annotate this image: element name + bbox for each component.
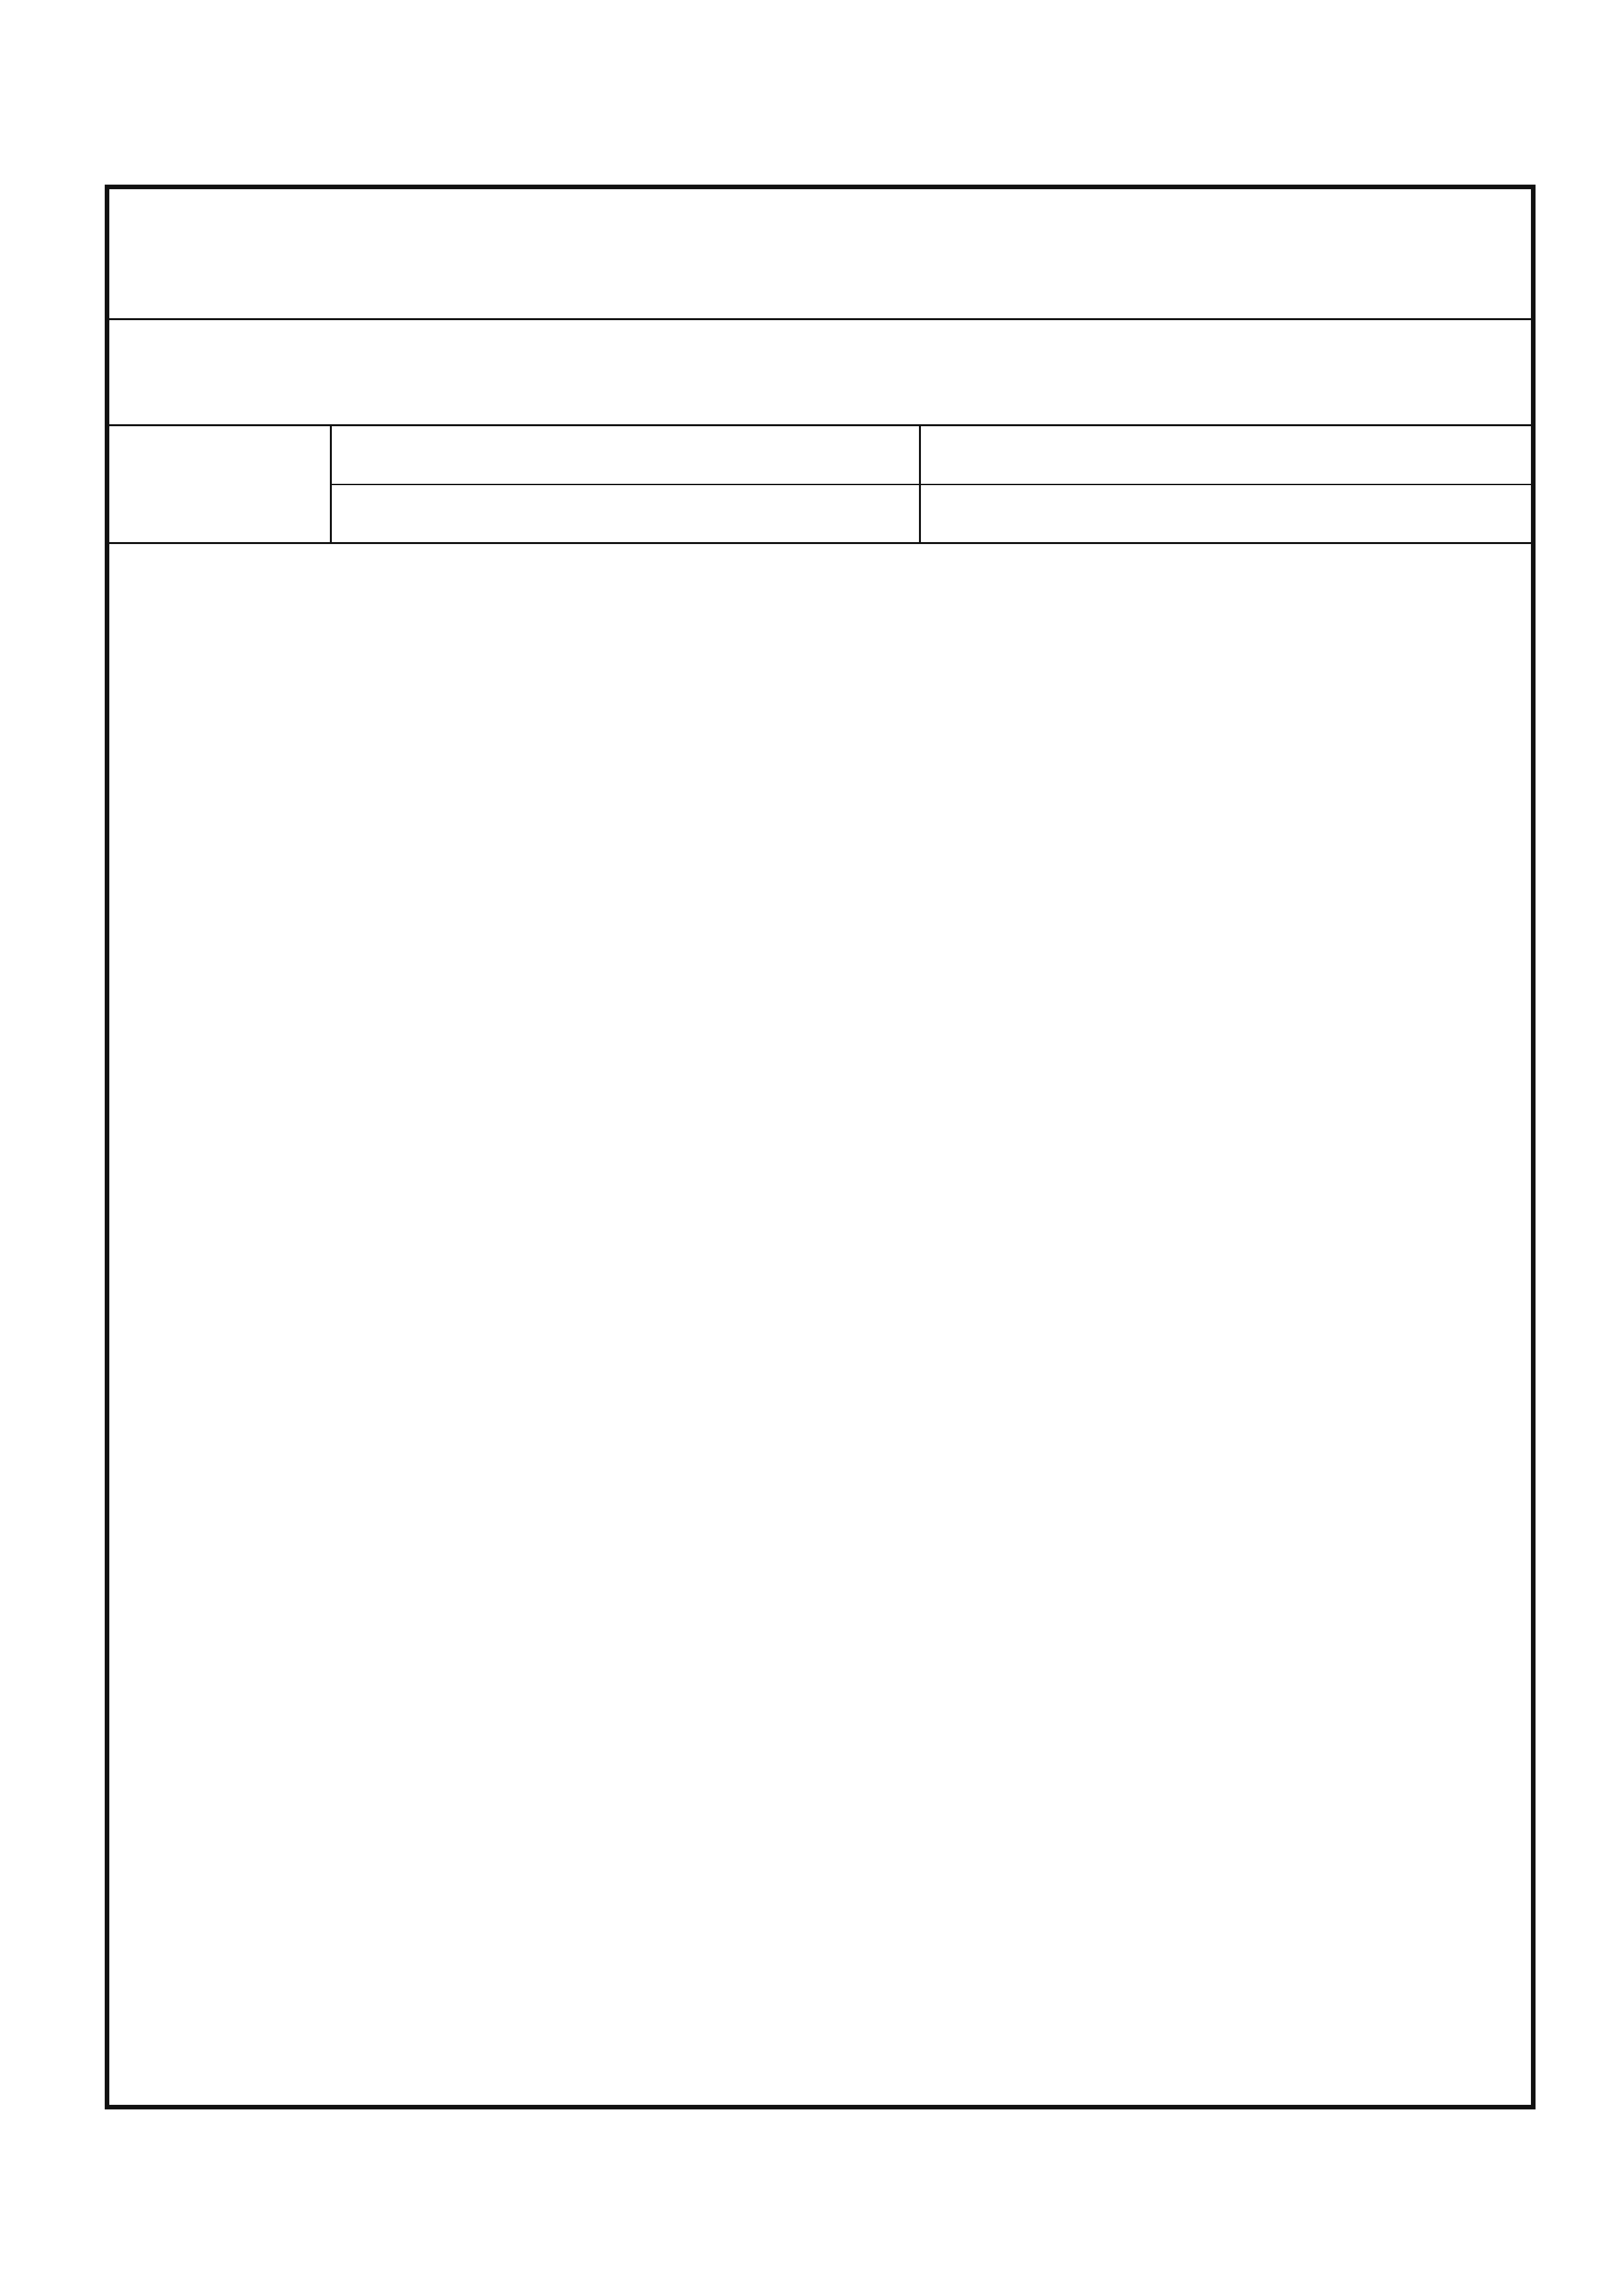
- header-change-content: [921, 485, 1531, 544]
- header-change-item: [109, 426, 332, 544]
- header-incoming-doc-no: [332, 485, 919, 544]
- header-completion-and-content: [921, 426, 1531, 544]
- form-subtitle: [109, 320, 1531, 426]
- header-document-numbers: [332, 426, 921, 544]
- form-title-row: [109, 189, 1531, 320]
- header-completion-approval-no: [921, 426, 1531, 485]
- header-approval-doc-no: [332, 426, 919, 485]
- license-annex-form: [105, 185, 1536, 2109]
